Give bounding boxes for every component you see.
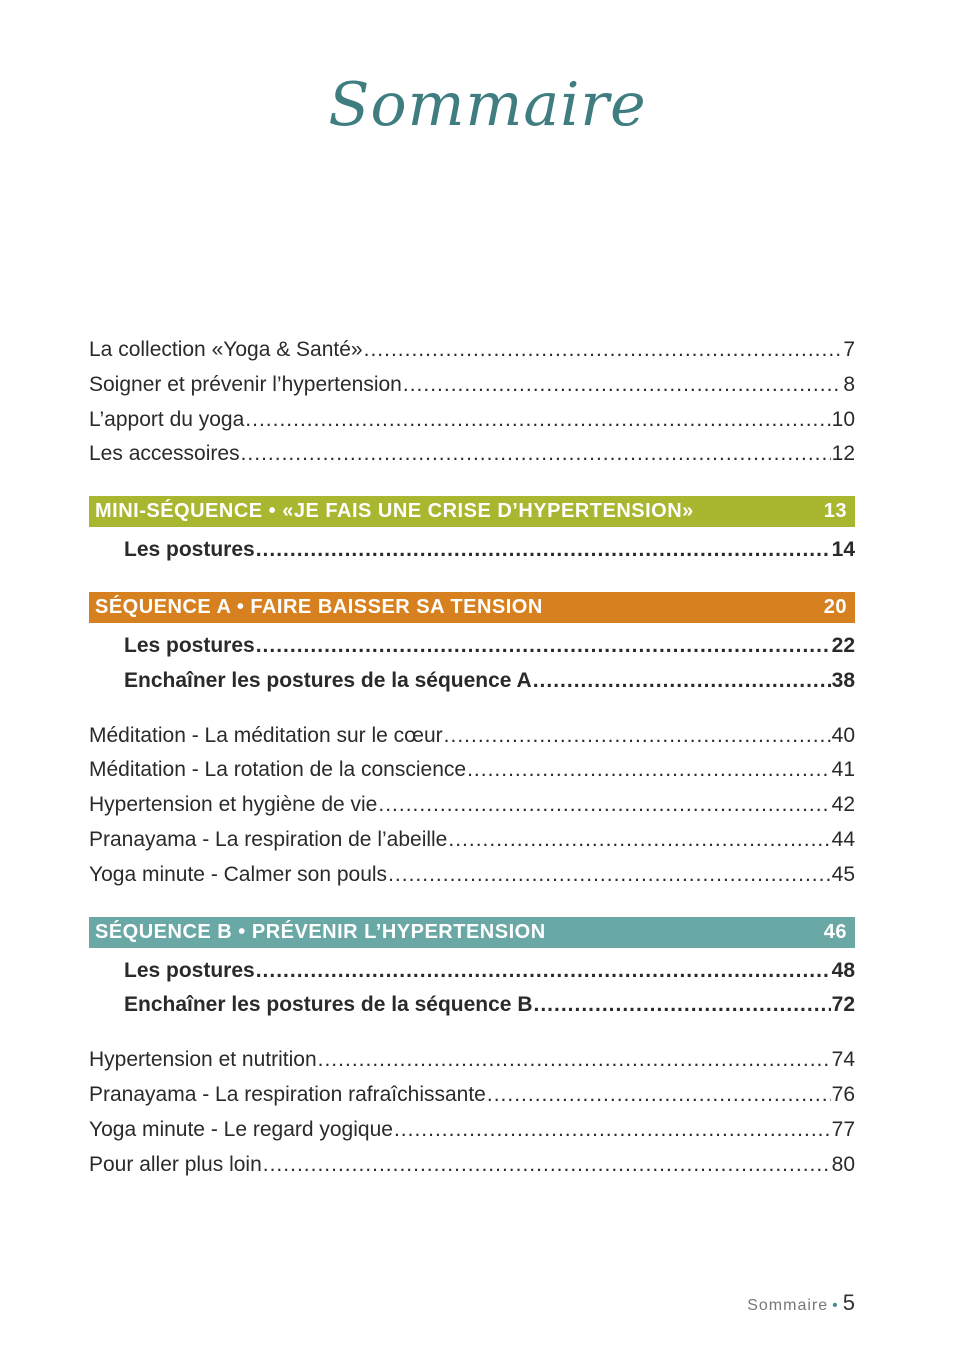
- section-banner-label: MINI-SÉQUENCE • «JE FAIS UNE CRISE D’HYPERTENSION»: [95, 500, 694, 523]
- leader-dots: [487, 1078, 831, 1113]
- table-of-contents: [89, 333, 855, 1182]
- page-number: 5: [842, 1290, 855, 1315]
- toc-entry-page: 48: [831, 958, 855, 982]
- toc-subentry[interactable]: [89, 629, 855, 664]
- toc-entry-label: Enchaîner les postures de la séquence A: [124, 668, 532, 692]
- toc-entry-page: 76: [831, 1082, 855, 1106]
- toc-entry-label: Yoga minute - Calmer son pouls: [89, 862, 388, 886]
- leader-dots: [533, 664, 831, 699]
- toc-entry-label: Les accessoires: [89, 442, 240, 466]
- toc-entry-page: 41: [831, 758, 855, 782]
- toc-entry[interactable]: [89, 823, 855, 858]
- leader-dots: [318, 1043, 831, 1078]
- toc-entry-page: 40: [831, 723, 855, 747]
- leader-dots: [534, 988, 831, 1023]
- toc-entry-label: Hypertension et nutrition: [89, 1048, 317, 1072]
- leader-dots: [256, 954, 831, 989]
- section-banner-mini-sequence[interactable]: [89, 496, 855, 527]
- toc-entry-label: Pranayama - La respiration rafraîchissante: [89, 1082, 486, 1106]
- leader-dots: [256, 629, 831, 664]
- toc-entry[interactable]: [89, 1148, 855, 1183]
- leader-dots: [444, 719, 831, 754]
- leader-dots: [241, 437, 831, 472]
- toc-entry[interactable]: [89, 1043, 855, 1078]
- toc-entry-page: 44: [831, 827, 855, 851]
- toc-entry-page: 14: [831, 538, 855, 562]
- leader-dots: [448, 823, 830, 858]
- toc-entry-page: 12: [831, 442, 855, 466]
- toc-entry-label: La collection «Yoga & Santé»: [89, 338, 363, 361]
- toc-entry[interactable]: [89, 788, 855, 823]
- leader-dots: [378, 788, 830, 823]
- toc-entry-page: 8: [843, 372, 855, 396]
- section-banner-page: 46: [823, 920, 847, 943]
- toc-entry-label: Les postures: [124, 958, 255, 982]
- toc-entry-label: Soigner et prévenir l’hypertension: [89, 372, 402, 396]
- leader-dots: [394, 1113, 831, 1148]
- page-footer: [747, 1290, 855, 1316]
- toc-entry[interactable]: [89, 1078, 855, 1113]
- section-banner-page: 20: [823, 595, 847, 618]
- section-banner-label: SÉQUENCE B • PRÉVENIR L’HYPERTENSION: [95, 920, 546, 943]
- leader-dots: [467, 753, 831, 788]
- section-banner-page: 13: [823, 500, 847, 523]
- section-banner-sequence-b[interactable]: [89, 917, 855, 948]
- toc-subentry[interactable]: [89, 988, 855, 1023]
- leader-dots: [403, 368, 842, 403]
- section-banner-label: SÉQUENCE A • FAIRE BAISSER SA TENSION: [95, 595, 543, 618]
- toc-entry-page: 42: [831, 793, 855, 817]
- toc-entry[interactable]: [89, 858, 855, 893]
- toc-entry-label: Méditation - La méditation sur le cœur: [89, 723, 443, 747]
- toc-subentry[interactable]: [89, 954, 855, 989]
- toc-entry-label: Les postures: [124, 633, 255, 657]
- toc-entry-page: 22: [831, 633, 855, 657]
- toc-entry-page: 72: [831, 993, 855, 1017]
- toc-entry[interactable]: [89, 333, 855, 368]
- toc-entry-label: L’apport du yoga: [89, 407, 245, 431]
- leader-dots: [245, 403, 830, 438]
- leader-dots: [256, 533, 831, 568]
- leader-dots: [388, 858, 831, 893]
- toc-entry-label: Pour aller plus loin: [89, 1152, 262, 1176]
- toc-entry[interactable]: [89, 1113, 855, 1148]
- toc-entry[interactable]: [89, 753, 855, 788]
- leader-dots: [364, 333, 843, 368]
- toc-entry-page: 10: [831, 407, 855, 431]
- toc-subentry[interactable]: [89, 664, 855, 699]
- toc-entry[interactable]: [89, 437, 855, 472]
- page-title: Sommaire: [328, 70, 647, 140]
- toc-entry[interactable]: [89, 403, 855, 438]
- toc-entry-label: Enchaîner les postures de la séquence B: [124, 993, 533, 1017]
- toc-entry-page: 45: [831, 862, 855, 886]
- toc-entry[interactable]: [89, 368, 855, 403]
- toc-entry-page: 74: [831, 1048, 855, 1072]
- footer-label: Sommaire: [747, 1297, 829, 1314]
- toc-entry-page: 80: [831, 1152, 855, 1176]
- toc-entry-label: Les postures: [124, 538, 255, 562]
- footer-bullet: •: [832, 1297, 839, 1314]
- toc-entry-label: Yoga minute - Le regard yogique: [89, 1117, 393, 1141]
- toc-entry-label: Hypertension et hygiène de vie: [89, 793, 378, 817]
- leader-dots: [263, 1148, 831, 1183]
- toc-entry[interactable]: [89, 719, 855, 754]
- section-banner-sequence-a[interactable]: [89, 592, 855, 623]
- toc-entry-label: Pranayama - La respiration de l’abeille: [89, 827, 448, 851]
- toc-entry-page: 7: [843, 338, 855, 361]
- toc-entry-label: Méditation - La rotation de la conscience: [89, 758, 467, 782]
- toc-entry-page: 38: [831, 668, 855, 692]
- toc-entry-page: 77: [831, 1117, 855, 1141]
- toc-subentry[interactable]: [89, 533, 855, 568]
